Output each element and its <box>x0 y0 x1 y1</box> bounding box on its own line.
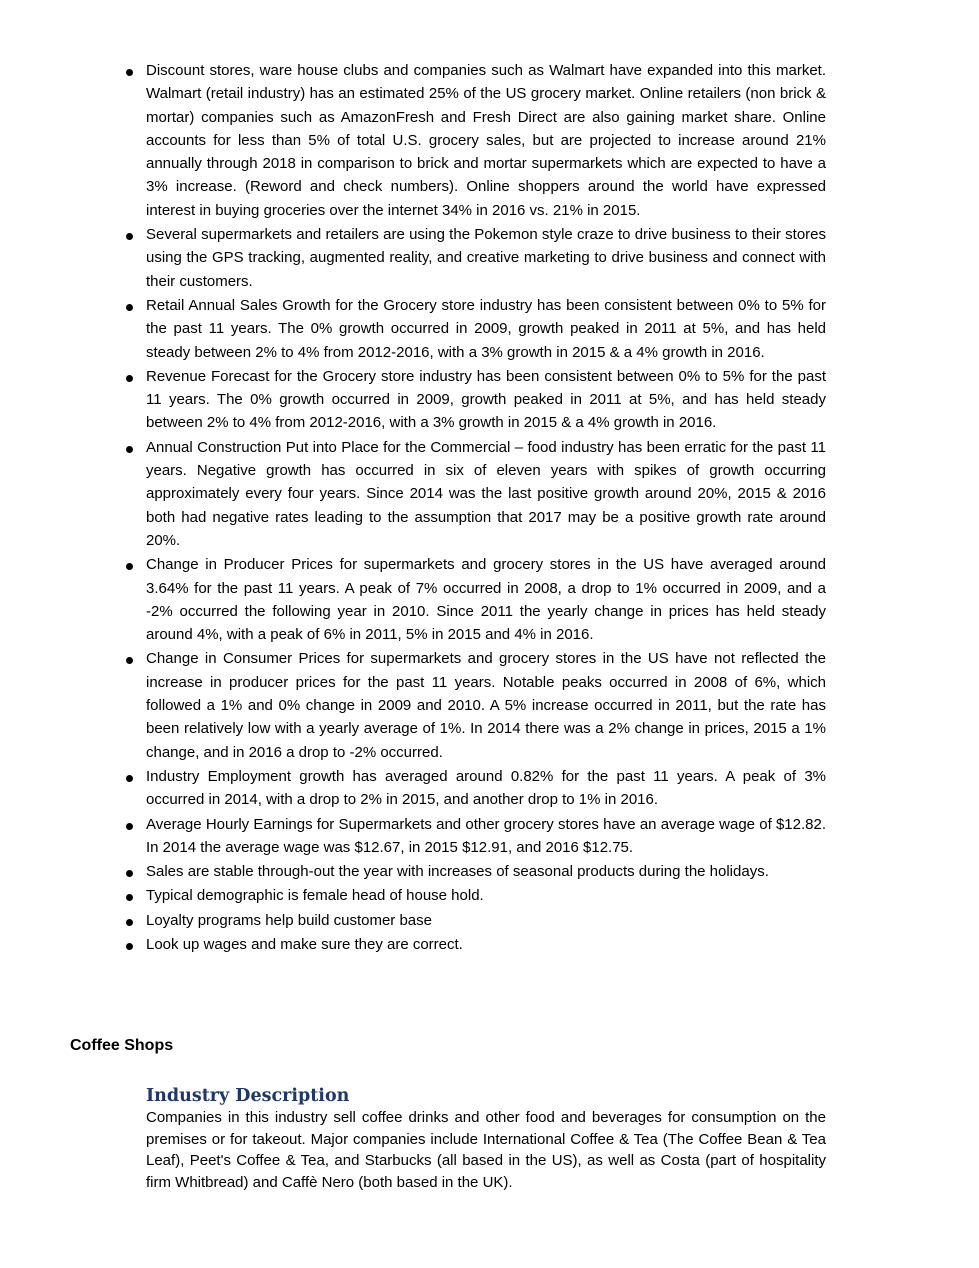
bullet-icon <box>126 870 133 877</box>
list-item-text: Change in Consumer Prices for supermarkets and grocery stores in the US have not reflected the increase in producer prices for the past 11 years. Notable peaks occurred in 2008 of 6%, which followed a 1% and 0% change in 2009 and 2010. A 5% increase occurred in 2011, but the rate has been relatively low with a yearly average of 1%. In 2014 there was a 2% change in prices, 2015 a 1% change, and in 2016 a drop to -2% occurred. <box>146 650 826 761</box>
sub-heading: Industry Description <box>146 1086 350 1106</box>
bullet-icon <box>126 563 133 570</box>
industry-description-paragraph: Companies in this industry sell coffee drinks and other food and beverages for consumption on the premises or for takeout. Major companies include International Coffee & Tea (The Coffee Bean & Tea Leaf), Peet's Coffee & Tea, and Starbucks (all based in the US), as well as Costa (part of hospitality firm Whitbread) and Caffè Nero (both based in the UK). <box>146 1109 826 1191</box>
bullet-icon <box>126 375 133 382</box>
list-item <box>126 436 826 552</box>
bullet-icon <box>126 304 133 311</box>
list-item <box>126 365 826 435</box>
list-item-text: Sales are stable through-out the year with increases of seasonal products during the holidays. <box>146 863 769 881</box>
list-item-text: Several supermarkets and retailers are using the Pokemon style craze to drive business to their stores using the GPS tracking, augmented reality, and creative marketing to drive business and connect with their customers. <box>146 226 826 290</box>
list-item <box>126 765 826 812</box>
bullet-icon <box>126 69 133 76</box>
list-item <box>126 553 826 646</box>
list-item-text: Annual Construction Put into Place for the Commercial – food industry has been erratic for the past 11 years. Negative growth has occurred in six of eleven years with spikes of growth occurring approximately every four years. Since 2014 was the last positive growth around 20%, 2015 & 2016 both had negative rates leading to the assumption that 2017 may be a positive growth rate around 20%. <box>146 438 826 549</box>
bullet-icon <box>126 657 133 664</box>
bullet-list <box>126 59 826 957</box>
bullet-icon <box>126 233 133 240</box>
list-item-text: Typical demographic is female head of house hold. <box>146 887 484 905</box>
list-item <box>126 933 826 956</box>
list-item-text: Retail Annual Sales Growth for the Grocery store industry has been consistent between 0% to 5% for the past 11 years. The 0% growth occurred in 2009, growth peaked in 2011 at 5%, and has held steady between 2% to 4% from 2012-2016, with a 3% growth in 2015 & a 4% growth in 2016. <box>146 296 826 361</box>
list-item-text: Average Hourly Earnings for Supermarkets and other grocery stores have an average wage of $12.82. In 2014 the average wage was $12.67, in 2015 $12.91, and 2016 $12.75. <box>146 815 826 856</box>
list-item-text: Industry Employment growth has averaged around 0.82% for the past 11 years. A peak of 3% occurred in 2014, with a drop to 2% in 2015, and another drop to 1% in 2016. <box>146 767 826 809</box>
section-heading: Coffee Shops <box>70 1037 174 1054</box>
bullet-icon <box>126 775 133 782</box>
list-item <box>126 294 826 364</box>
bullet-icon <box>126 446 133 453</box>
bullet-icon <box>126 823 133 830</box>
list-item <box>126 647 826 763</box>
list-item <box>126 860 826 883</box>
list-item <box>126 59 826 222</box>
list-item-text: Change in Producer Prices for supermarkets and grocery stores in the US have averaged around 3.64% for the past 11 years. A peak of 7% occurred in 2008, a drop to 1% occurred in 2009, and a -2% occurred the following year in 2010. Since 2011 the yearly change in prices has held steady around 4%, with a peak of 6% in 2011, 5% in 2015 and 4% in 2016. <box>146 556 826 644</box>
list-item-text: Discount stores, ware house clubs and companies such as Walmart have expanded into this market. Walmart (retail industry) has an estimated 25% of the US grocery market. Online retailers (non brick & mortar) companies such as AmazonFresh and Fresh Direct are also gaining market share. Online accounts for less than 5% of total U.S. grocery sales, but are projected to increase around 21% annually through 2018 in comparison to brick and mortar supermarkets which are expected to have a 3% increase. (Reword and check numbers). Online shoppers around the world have expressed interest in buying groceries over the internet 34% in 2016 vs. 21% in 2015. <box>146 62 826 219</box>
list-item <box>126 884 826 907</box>
bullet-icon <box>126 919 133 926</box>
bullet-icon <box>126 894 133 901</box>
list-item-text: Loyalty programs help build customer base <box>146 911 432 929</box>
list-item-text: Revenue Forecast for the Grocery store industry has been consistent between 0% to 5% for the past 11 years. The 0% growth occurred in 2009, growth peaked in 2011 at 5%, and has held steady between 2% to 4% from 2012-2016, with a 3% growth in 2015 & a 4% growth in 2016. <box>146 367 826 432</box>
list-item-text: Look up wages and make sure they are correct. <box>146 935 463 953</box>
list-item <box>126 909 826 932</box>
list-item <box>126 223 826 293</box>
list-item <box>126 813 826 860</box>
bullet-icon <box>126 943 133 950</box>
